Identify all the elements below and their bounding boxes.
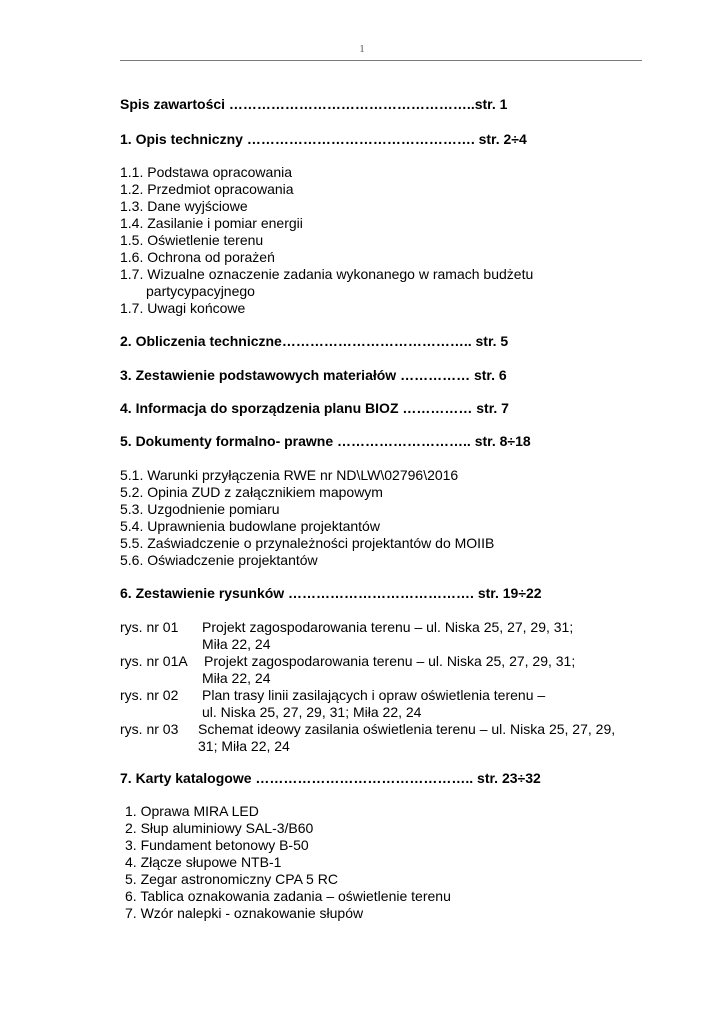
section-5-item: 5.6. Oświadczenie projektantów <box>120 552 318 568</box>
drawing-title-continued: ul. Niska 25, 27, 29, 31; Miła 22, 24 <box>202 704 422 720</box>
drawing-title: Plan trasy linii zasilających i opraw oświetlenia terenu – <box>202 687 546 703</box>
toc-heading: Spis zawartości ……………………………………………..str. 1 <box>120 96 508 112</box>
header-rule <box>120 60 642 61</box>
section-7-item: 6. Tablica oznakowania zadania – oświetlenie terenu <box>125 888 451 904</box>
section-1-item: 1.6. Ochrona od porażeń <box>120 249 275 265</box>
section-7-heading: 7. Karty katalogowe ……………………………………….. str. 23÷32 <box>120 770 541 786</box>
section-5-item: 5.1. Warunki przyłączenia RWE nr ND\LW\02796\2016 <box>120 467 459 483</box>
drawing-title: Projekt zagospodarowania terenu – ul. Niska 25, 27, 29, 31; <box>204 653 576 669</box>
section-7-item: 2. Słup aluminiowy SAL-3/B60 <box>125 820 314 836</box>
section-2-heading: 2. Obliczenia techniczne………………………………….. str. 5 <box>120 333 509 349</box>
drawing-title: Schemat ideowy zasilania oświetlenia terenu – ul. Niska 25, 27, 29, <box>198 721 616 737</box>
section-1-item: 1.3. Dane wyjściowe <box>120 198 248 214</box>
section-7-item: 7. Wzór nalepki - oznakowanie słupów <box>125 905 364 921</box>
page-number: 1 <box>359 43 365 55</box>
section-1-item: 1.2. Przedmiot opracowania <box>120 181 294 197</box>
section-3-heading: 3. Zestawienie podstawowych materiałów …………… str. 6 <box>120 367 507 383</box>
section-1-item: 1.4. Zasilanie i pomiar energii <box>120 215 303 231</box>
drawing-title-continued: Miła 22, 24 <box>202 670 271 686</box>
section-7-item: 3. Fundament betonowy B-50 <box>125 837 309 853</box>
drawing-label: rys. nr 03 <box>120 721 179 737</box>
section-5-item: 5.2. Opinia ZUD z załącznikiem mapowym <box>120 484 383 500</box>
drawing-title: Projekt zagospodarowania terenu – ul. Niska 25, 27, 29, 31; <box>202 619 574 635</box>
section-5-item: 5.3. Uzgodnienie pomiaru <box>120 501 280 517</box>
section-1-item: 1.7. Wizualne oznaczenie zadania wykonanego w ramach budżetu <box>120 266 534 282</box>
section-5-item: 5.4. Uprawnienia budowlane projektantów <box>120 518 380 534</box>
section-1-item: 1.5. Oświetlenie terenu <box>120 232 264 248</box>
section-6-heading: 6. Zestawienie rysunków …………………………………. str. 19÷22 <box>120 585 542 601</box>
section-1-heading: 1. Opis techniczny …………………………………………. str. 2÷4 <box>120 131 527 147</box>
drawing-title-continued: Miła 22, 24 <box>202 636 271 652</box>
section-7-item: 5. Zegar astronomiczny CPA 5 RC <box>125 871 338 887</box>
section-1-item: 1.1. Podstawa opracowania <box>120 164 292 180</box>
section-7-item: 1. Oprawa MIRA LED <box>125 803 259 819</box>
drawing-label: rys. nr 02 <box>120 687 179 703</box>
section-5-heading: 5. Dokumenty formalno- prawne ……………………….. str. 8÷18 <box>120 433 531 449</box>
drawing-title-continued: 31; Miła 22, 24 <box>198 738 290 754</box>
section-7-item: 4. Złącze słupowe NTB-1 <box>125 854 282 870</box>
drawing-label: rys. nr 01 <box>120 619 179 635</box>
section-1-item-continued: partycypacyjnego <box>146 283 255 299</box>
section-1-item: 1.7. Uwagi końcowe <box>120 300 246 316</box>
section-5-item: 5.5. Zaświadczenie o przynależności projektantów do MOIIB <box>120 535 495 551</box>
section-4-heading: 4. Informacja do sporządzenia planu BIOZ …………… str. 7 <box>120 400 509 416</box>
drawing-label: rys. nr 01A <box>120 653 188 669</box>
